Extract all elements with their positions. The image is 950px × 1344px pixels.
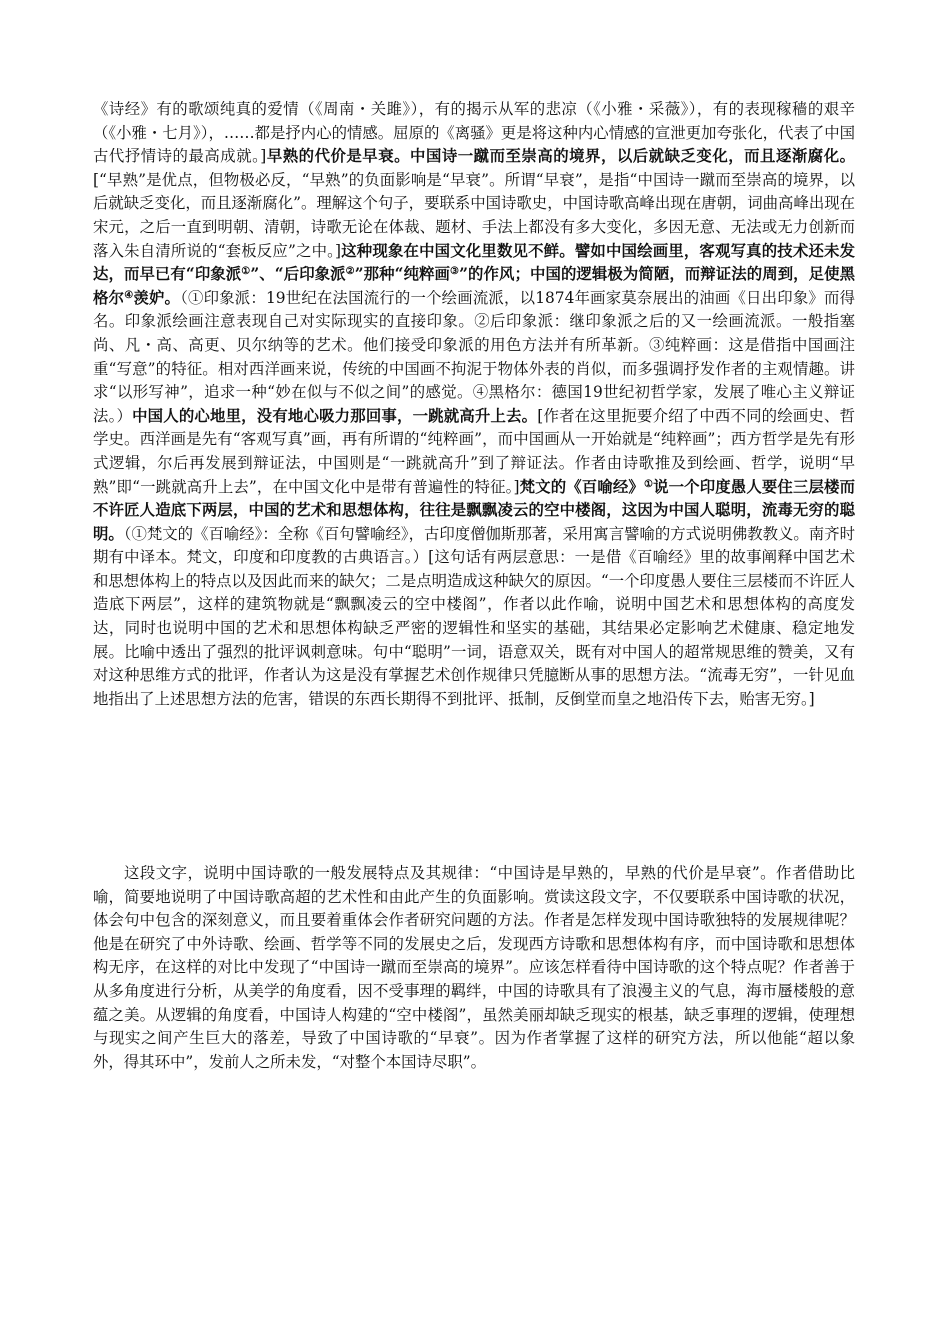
bold-text-run: 羡妒。: [133, 288, 181, 307]
text-run: 《诗经》有的歌颂纯真的爱情（《周南・关雎》），有的揭示从军的悲凉（《小雅・采薇》），有的表现稼穑的艰辛（《小雅・七月》），……都是抒内心的情感。屈原的《离骚》更是将这种内心情感的宣泄更加夸张化，代表了中国古代抒情诗的最高成就。]: [93, 100, 855, 166]
footnote-marker: ①: [241, 266, 251, 278]
bold-text-run: ”的作风；中国的逻辑极为简陋，而辩证法的周到，足使黑格尔: [93, 265, 856, 307]
bold-text-run: ”那种“纯粹画: [354, 265, 451, 284]
bold-text-run: 中国人的心地里，没有地心吸力那回事，一跳就高升上去。: [132, 406, 538, 425]
text-run: [“早熟”是优点，但物极必反，“早熟”的负面影响是“早衰”。所谓“早衰”，是指“中国诗一蹴而至崇高的境界，以后就缺乏变化，而且逐渐腐化”。理解这个句子，要联系中国诗歌史，中国诗歌高峰出现在唐朝，词曲高峰出现在宋元，之后一直到明朝、清朝，诗歌无论在体裁、题材、手法上都没有多大变化，多因无意、无法或无力创新而落入朱自清所说的“套板反应”之中。]: [93, 170, 856, 260]
annotated-commentary-paragraph: [93, 98, 855, 711]
bold-text-run: 这种现象在中国文化里数见不鲜。譬如中国绘画里，客观写真的技术还未发达，而早已有“印象派: [93, 241, 855, 284]
footnote-marker: ②: [345, 266, 355, 278]
footnote-marker: ③: [450, 266, 460, 278]
summary-paragraph: 这段文字，说明中国诗歌的一般发展特点及其规律：“中国诗是早熟的，早熟的代价是早衰”。作者借助比喻，简要地说明了中国诗歌高超的艺术性和由此产生的负面影响。赏读这段文字，不仅要联系中国诗歌的状况，体会句中包含的深刻意义，而且要着重体会作者研究问题的方法。作者是怎样发现中国诗歌独特的发展规律呢？他是在研究了中外诗歌、绘画、哲学等不同的发展史之后，发现西方诗歌和思想体构有序，而中国诗歌和思想体构无序，在这样的对比中发现了“中国诗一蹴而至崇高的境界”。应该怎样看待中国诗歌的这个特点呢？作者善于从多角度进行分析，从美学的角度看，因不受事理的羁绊，中国的诗歌具有了浪漫主义的气息，海市蜃楼般的意蕴之美。从逻辑的角度看，中国诗人构建的“空中楼阁”，虽然美丽却缺乏现实的根基，缺乏事理的逻辑，使理想与现实之间产生巨大的落差，导致了中国诗歌的“早衰”。因为作者掌握了这样的研究方法，所以他能“超以象外，得其环中”，发前人之所未发，“对整个本国诗尽职”。: [93, 864, 855, 1071]
footnote-marker: ①: [643, 478, 654, 490]
text-run: （①梵文的《百喻经》：全称《百句譬喻经》，古印度僧伽斯那著，采用寓言譬喻的方式说明佛教教义。南齐时期有中译本。梵文，印度和印度教的古典语言。）[这句话有两层意思：一是借《百喻经》里的故事阐释中国艺术和思想体构上的特点以及因此而来的缺欠；二是点明造成这种缺欠的原因。“一个印度愚人要住三层楼而不许匠人造底下两层”，这样的建筑物就是“飘飘凌云的空中楼阁”，作者以此作喻，说明中国艺术和思想体构的高度发达，同时也说明中国的艺术和思想体构缺乏严密的逻辑性和坚实的基础，其结果必定影响艺术健康、稳定地发展。比喻中透出了强烈的批评讽刺意味。句中“聪明”一词，语意双关，既有对中国人的超常规思维的赞美，又有对这种思维方式的批评，作者认为这是没有掌握艺术创作规律只凭臆断从事的思想方法。“流毒无穷”，一针见血地指出了上述思想方法的危害，错误的东西长期得不到批评、抵制，反倒堂而皇之地沿传下去，贻害无穷。]: [93, 524, 856, 708]
bold-text-run: 说一个印度愚人要住三层楼而不许匠人造底下两层，中国的艺术和思想体构，往往是飘飘凌云的空中楼阁，这因为中国人聪明，流毒无穷的聪明。: [93, 477, 855, 543]
bold-text-run: 梵文的《百喻经》: [519, 477, 644, 496]
footnote-marker: ④: [124, 289, 134, 301]
bold-text-run: 早熟的代价是早衰。中国诗一蹴而至崇高的境界，以后就缺乏变化，而且逐渐腐化。: [266, 147, 855, 166]
bold-text-run: ”、“后印象派: [250, 265, 346, 284]
text-run: [作者在这里扼要介绍了中西不同的绘画史、哲学史。西洋画是先有“客观写真”画，再有所谓的“纯粹画”，而中国画从一开始就是“纯粹画”；西方哲学是先有形式逻辑，尔后再发展到辩证法，中国则是“一跳就高升”到了辩证法。作者由诗歌推及到绘画、哲学，说明“早熟”即“一跳就高升上去”，在中国文化中是带有普遍性的特征。]: [93, 406, 855, 496]
footnote-text: （①印象派：19世纪在法国流行的一个绘画流派，以1874年画家莫奈展出的油画《日出印象》而得名。印象派绘画注意表现自己对实际现实的直接印象。②后印象派：继印象派之后的又一绘画流派。一般指塞尚、凡・高、高更、贝尔纳等的艺术。他们接受印象派的用色方法并有所革新。③纯粹画：这是借指中国画注重“写意”的特征。相对西洋画来说，传统的中国画不拘泥于物体外表的肖似，而多强调抒发作者的主观情趣。讲求“以形写神”，追求一种“妙在似与不似之间”的感觉。④黑格尔：德国19世纪初哲学家，发展了唯心主义辩证法。）: [93, 288, 855, 425]
